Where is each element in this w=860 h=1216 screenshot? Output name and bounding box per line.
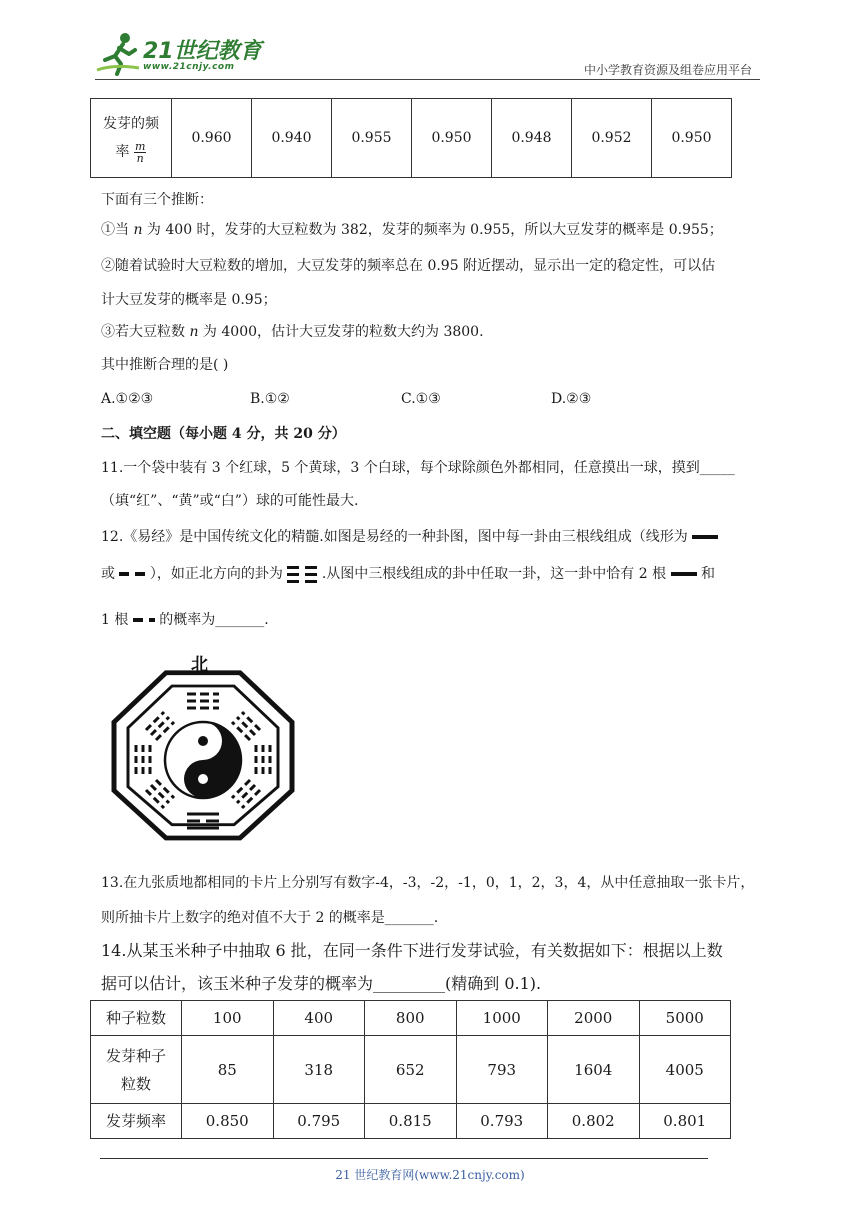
table-cell: 318: [273, 1036, 365, 1104]
bagua-diagram: [108, 650, 298, 850]
text-run: .从图中三根线组成的卦中任取一卦，这一卦中恰有 2 根: [321, 566, 667, 582]
q14-line1: 14.从某玉米种子中抽取 6 批，在同一条件下进行发芽试验，有关数据如下：根据以上数: [101, 941, 723, 960]
logo-wordmark: 21世纪教育: [143, 39, 262, 64]
table-row: [91, 1104, 731, 1139]
row-label-line2: [91, 138, 171, 166]
table-cell: 0.793: [456, 1104, 548, 1139]
table-row: [91, 1001, 731, 1036]
trigram-southwest: [146, 780, 174, 808]
text-run: 1 根: [101, 612, 129, 628]
logo-url: www.21cnjy.com: [143, 62, 235, 72]
trigram-east: [256, 745, 270, 775]
q10-judgement-2-line2: 计大豆发芽的概率是 0.95；: [101, 292, 277, 308]
germination-frequency-table: [90, 98, 732, 178]
table-cell: 0.948: [492, 99, 572, 178]
trigram-northwest: [146, 712, 174, 740]
corn-germination-table: [90, 1000, 731, 1139]
q11-line1: 11.一个袋中装有 3 个红球，5 个黄球，3 个白球，每个球除颜色外都相同，任意摸出一球，摸到_____: [101, 460, 735, 476]
taiji-symbol: [165, 722, 241, 798]
table-cell: 652: [365, 1036, 457, 1104]
table-row: [91, 1036, 731, 1104]
option-a: A.①②③: [101, 391, 154, 407]
broken-line-icon: [119, 572, 145, 576]
q10-options: [101, 389, 591, 409]
trigram-southeast: [232, 780, 260, 808]
table-cell: 1000: [456, 1001, 548, 1036]
table-row: [91, 99, 732, 178]
row-label-line2: 粒数: [120, 1074, 151, 1093]
table-cell: 100: [182, 1001, 274, 1036]
runner-logo-icon: [95, 30, 141, 76]
fraction-numerator: m: [135, 139, 146, 153]
q13-line1: 13.在九张质地都相同的卡片上分别写有数字-4，-3，-2，-1，0，1，2，3，4，从中任意抽取一张卡片，: [101, 875, 755, 891]
table-cell: 0.950: [652, 99, 732, 178]
table-cell: 85: [182, 1036, 274, 1104]
fraction-denominator: n: [136, 151, 144, 165]
north-trigram-icon: [287, 564, 317, 584]
q13-line2: 则所抽卡片上数字的绝对值不大于 2 的概率是_______.: [101, 910, 439, 926]
option-c: C.①③: [401, 391, 441, 407]
site-logo: [95, 28, 295, 78]
variable-n: n: [133, 222, 143, 238]
q10-intro: 下面有三个推断：: [101, 192, 213, 208]
text-run: 为 4000，估计大豆发芽的粒数大约为 3800.: [198, 324, 484, 340]
table-cell: 1604: [548, 1036, 640, 1104]
trigram-northeast: [232, 712, 260, 740]
text-run: 或: [101, 566, 115, 582]
variable-n: n: [189, 324, 199, 340]
table-cell: 400: [273, 1001, 365, 1036]
solid-line-icon: [692, 535, 718, 539]
q10-judgement-1: [101, 220, 723, 240]
text-run: 的概率为_______.: [159, 612, 269, 628]
page-header: [95, 28, 760, 80]
q10-judgement-3: [101, 322, 484, 342]
header-tagline: 中小学教育资源及组卷应用平台: [583, 63, 752, 77]
text-run: ③若大豆粒数: [101, 324, 190, 340]
footer-divider: [100, 1158, 708, 1159]
q11-line2: （填“红”、“黄”或“白”）球的可能性最大.: [101, 493, 359, 509]
row-label: [91, 1036, 182, 1104]
row-label-line1: 发芽种子: [105, 1046, 166, 1065]
table-cell: 0.955: [332, 99, 412, 178]
row-label: 种子粒数: [91, 1001, 182, 1036]
table-cell: 0.802: [548, 1104, 640, 1139]
q12-line2: [101, 564, 715, 584]
table-cell: 2000: [548, 1001, 640, 1036]
row-label: [91, 99, 172, 178]
trigram-north: [187, 694, 219, 708]
north-label: 北: [191, 655, 208, 675]
broken-line-icon: [133, 618, 155, 622]
table-cell: 0.940: [252, 99, 332, 178]
table-cell: 0.850: [182, 1104, 274, 1139]
text-run: 为 400 时，发芽的大豆粒数为 382，发芽的频率为 0.955，所以大豆发芽的概率是 0.955；: [142, 222, 723, 238]
text-run: 和: [700, 566, 715, 582]
text-run: ①当: [101, 222, 134, 238]
text-run: ），如正北方向的卦为: [149, 566, 283, 582]
table-cell: 4005: [639, 1036, 731, 1104]
table-cell: 0.950: [412, 99, 492, 178]
table-cell: 5000: [639, 1001, 731, 1036]
q10-judgement-2-line1: ②随着试验时大豆粒数的增加，大豆发芽的频率总在 0.95 附近摆动，显示出一定的稳定性，可以估: [101, 258, 716, 274]
trigram-west: [136, 745, 150, 775]
header-divider: [95, 79, 760, 80]
page-footer: 21 世纪教育网(www.21cnjy.com): [335, 1168, 525, 1182]
q14-line2: 据可以估计，该玉米种子发芽的概率为_________(精确到 0.1).: [101, 974, 542, 993]
solid-line-icon: [671, 572, 697, 576]
fraction-m-over-n: [134, 141, 146, 164]
row-label-line1: 发芽的频: [103, 116, 159, 132]
table-cell: 793: [456, 1036, 548, 1104]
table-cell: 0.801: [639, 1104, 731, 1139]
text-run: 12.《易经》是中国传统文化的精髓.如图是易经的一种卦图，图中每一卦由三根线组成（线形为: [101, 529, 688, 545]
section-title: 二、填空题（每小题 4 分，共 20 分）: [101, 426, 346, 442]
option-b: B.①②: [250, 391, 290, 407]
table-cell: 0.960: [172, 99, 252, 178]
row-label-text: 率: [115, 144, 130, 160]
q12-line3: [101, 610, 269, 630]
table-cell: 0.795: [273, 1104, 365, 1139]
row-label: 发芽频率: [91, 1104, 182, 1139]
table-cell: 0.815: [365, 1104, 457, 1139]
table-cell: 800: [365, 1001, 457, 1036]
option-d: D.②③: [551, 391, 592, 407]
table-cell: 0.952: [572, 99, 652, 178]
q10-question: 其中推断合理的是( ): [101, 357, 229, 373]
q12-line1: [101, 527, 718, 547]
